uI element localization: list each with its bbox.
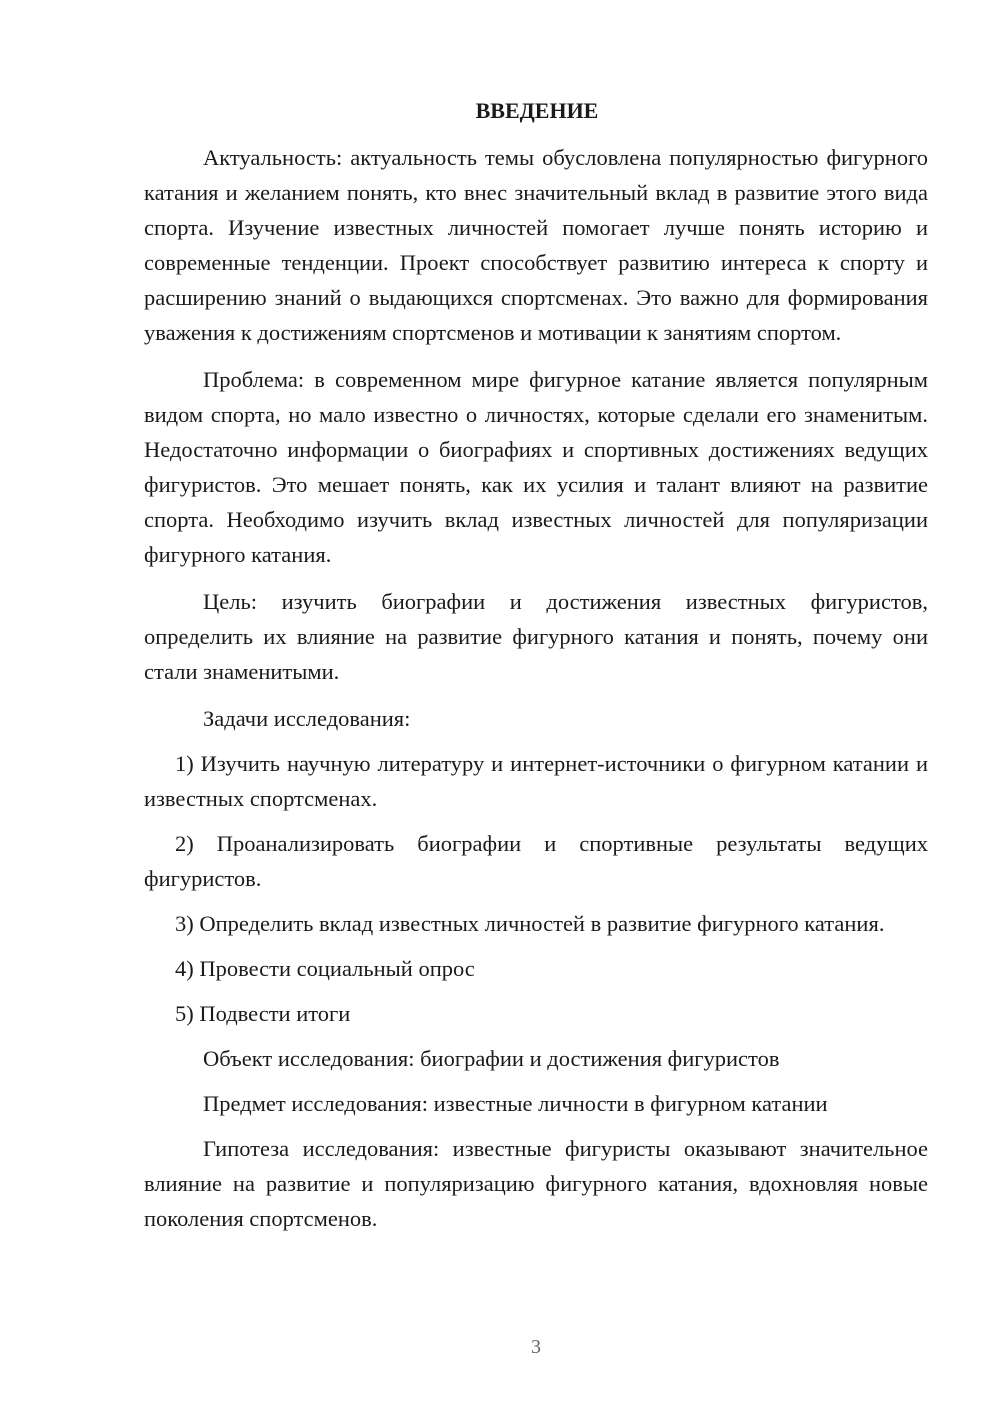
tasks-heading: Задачи исследования: [203, 706, 411, 731]
relevance-paragraph: Актуальность: актуальность темы обусловлена популярностью фигурного катания и желанием понять, кто внес значительный вклад в развитие этого вида спорта. Изучение известных личностей помогает лучше понять историю и современные тенденции. Проект способствует развитию интереса к спорту и расширению знаний о выдающихся спортсменах. Это важно для формирования уважения к достижениям спортсменов и мотивации к занятиям спортом. [144, 145, 928, 345]
research-subject: Предмет исследования: известные личности в фигурном катании [203, 1091, 828, 1116]
page-content [144, 95, 928, 1248]
task-item-2: 2) Проанализировать биографии и спортивные результаты ведущих фигуристов. [144, 831, 928, 891]
research-object: Объект исследования: биографии и достижения фигуристов [203, 1046, 780, 1071]
task-item-4: 4) Провести социальный опрос [175, 956, 475, 981]
task-item-3: 3) Определить вклад известных личностей в развитие фигурного катания. [175, 911, 885, 936]
section-title: ВВЕДЕНИЕ [475, 98, 599, 123]
task-item-1: 1) Изучить научную литературу и интернет-источники о фигурном катании и известных спортсменах. [144, 751, 928, 811]
goal-paragraph: Цель: изучить биографии и достижения известных фигуристов, определить их влияние на развитие фигурного катания и понять, почему они стали знаменитыми. [144, 589, 928, 684]
hypothesis-paragraph: Гипотеза исследования: известные фигуристы оказывают значительное влияние на развитие и популяризацию фигурного катания, вдохновляя новые поколения спортсменов. [144, 1136, 928, 1231]
task-item-5: 5) Подвести итоги [175, 1001, 351, 1026]
page-number: 3 [531, 1336, 541, 1358]
problem-paragraph: Проблема: в современном мире фигурное катание является популярным видом спорта, но мало известно о личностях, которые сделали его знаменитым. Недостаточно информации о биографиях и спортивных достижениях ведущих фигуристов. Это мешает понять, как их усилия и талант влияют на развитие спорта. Необходимо изучить вклад известных личностей для популяризации фигурного катания. [144, 367, 928, 567]
